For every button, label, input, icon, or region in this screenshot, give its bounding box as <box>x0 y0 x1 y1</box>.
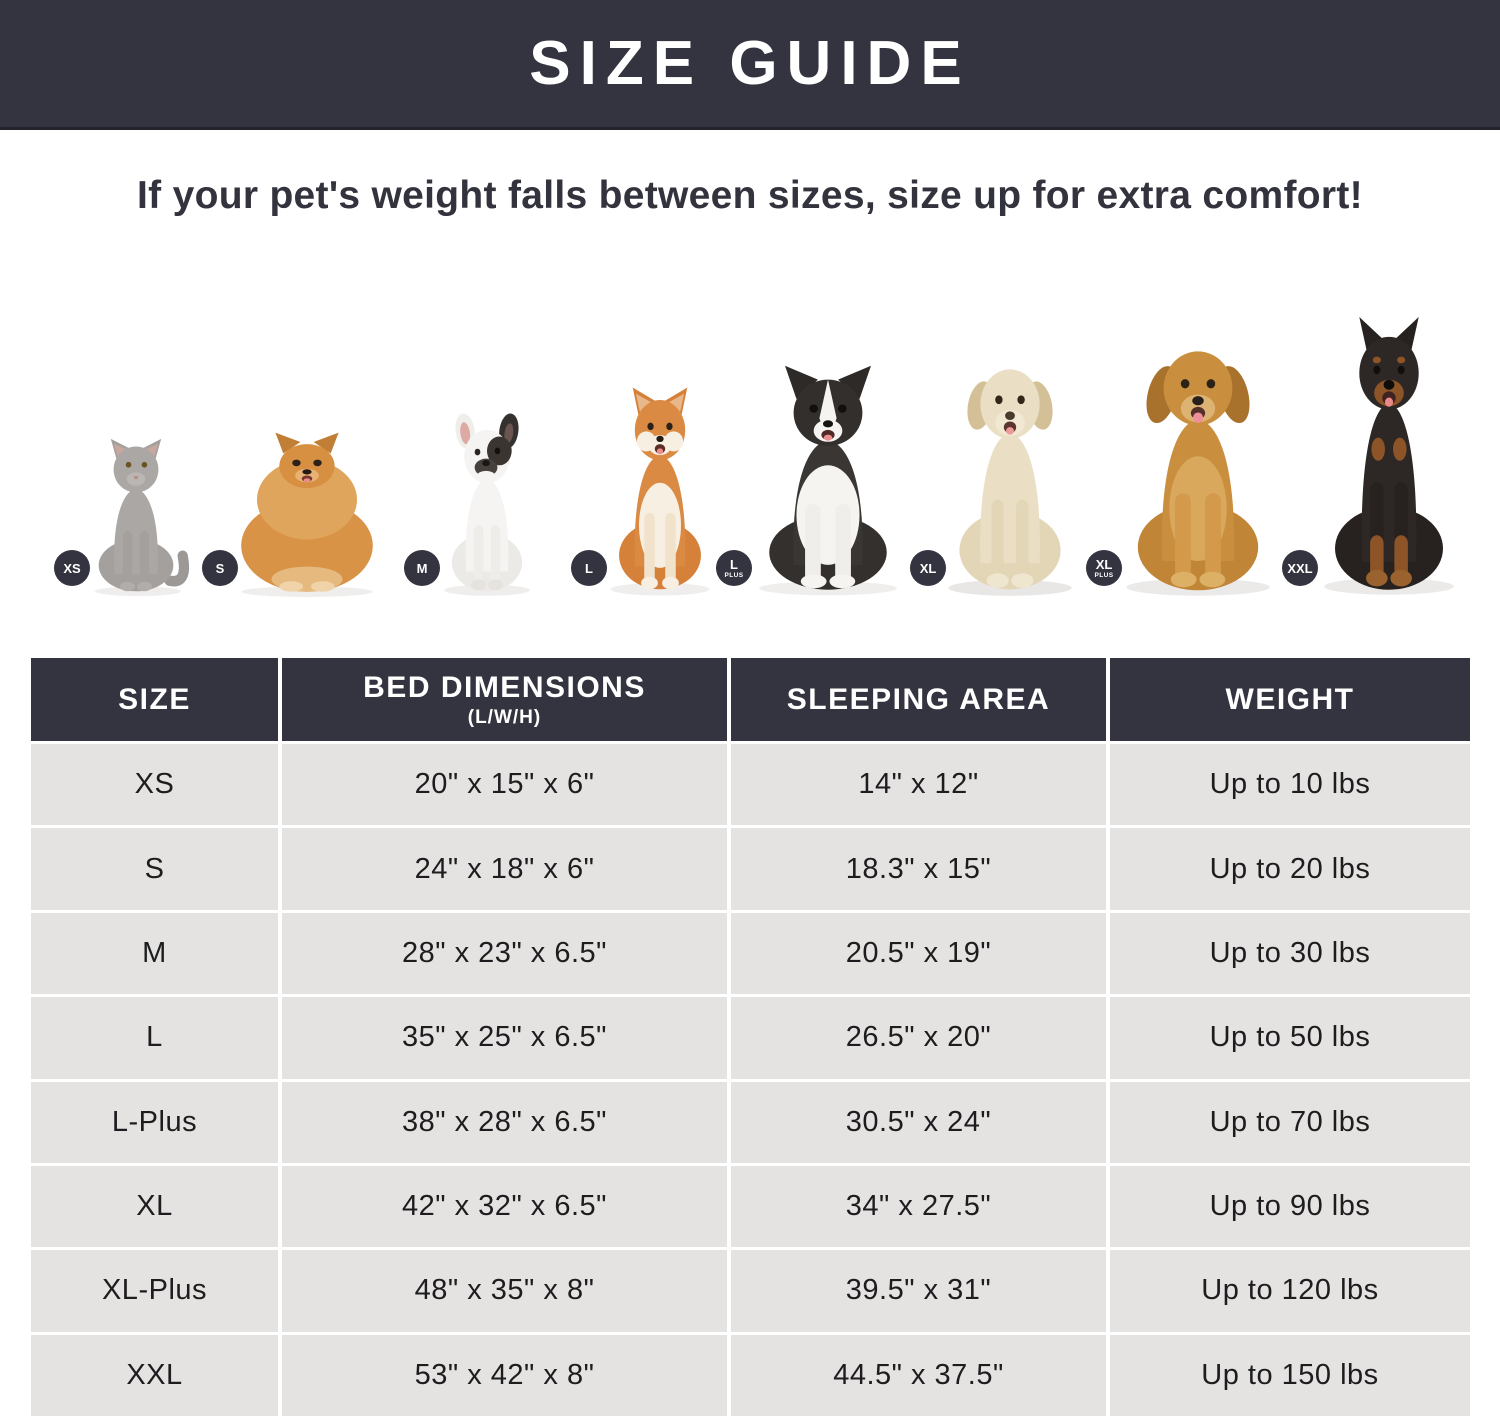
header-size-label: SIZE <box>118 682 191 716</box>
cell-bed: 35" x 25" x 6.5" <box>282 997 727 1078</box>
badge-sublabel: PLUS <box>724 571 744 579</box>
pet-pomeranian-s <box>215 420 386 598</box>
pet-doberman-xxl <box>1287 317 1470 598</box>
pet-border-collie-l-plus <box>724 363 914 598</box>
badge-label: XXL <box>1287 560 1313 576</box>
cell-bed: 24" x 18" x 6" <box>282 828 727 909</box>
cell-bed: 42" x 32" x 6.5" <box>282 1166 727 1247</box>
cell-sleeping: 20.5" x 19" <box>731 913 1106 994</box>
cell-weight: Up to 90 lbs <box>1110 1166 1470 1247</box>
cell-size: XL-Plus <box>31 1250 278 1331</box>
column-header-size <box>31 658 278 741</box>
size-badge-m <box>404 550 440 586</box>
cell-size: M <box>31 913 278 994</box>
pet-size-illustrations <box>0 232 1500 598</box>
badge-label: XL <box>1095 556 1113 572</box>
cell-weight: Up to 50 lbs <box>1110 997 1470 1078</box>
cat-illustration <box>80 435 192 598</box>
size-badge-l-plus <box>716 550 752 586</box>
cell-weight: Up to 20 lbs <box>1110 828 1470 909</box>
badge-label: L <box>585 560 593 576</box>
size-badge-xxl <box>1282 550 1318 586</box>
pet-labrador-xl <box>919 352 1084 598</box>
doberman-illustration <box>1308 317 1470 598</box>
header-bed-sublabel: (L/W/H) <box>467 706 542 728</box>
cell-bed: 48" x 35" x 8" <box>282 1250 727 1331</box>
cell-sleeping: 30.5" x 24" <box>731 1082 1106 1163</box>
badge-label: L <box>730 556 738 572</box>
size-table <box>31 658 1470 1416</box>
cell-weight: Up to 120 lbs <box>1110 1250 1470 1331</box>
cell-size: XS <box>31 744 278 825</box>
french-bulldog-illustration <box>430 410 544 598</box>
header-weight-label: WEIGHT <box>1225 682 1355 716</box>
cell-weight: Up to 150 lbs <box>1110 1335 1470 1416</box>
badge-label: M <box>416 560 428 576</box>
size-badge-xl-plus <box>1086 550 1122 586</box>
cell-size: L-Plus <box>31 1082 278 1163</box>
cell-bed: 20" x 15" x 6" <box>282 744 727 825</box>
cell-size: XL <box>31 1166 278 1247</box>
column-header-weight <box>1110 658 1470 741</box>
cell-size: S <box>31 828 278 909</box>
cell-weight: Up to 30 lbs <box>1110 913 1470 994</box>
golden-retriever-illustration <box>1112 336 1284 598</box>
cell-sleeping: 14" x 12" <box>731 744 1106 825</box>
header-sleeping-label: SLEEPING AREA <box>786 682 1051 716</box>
cell-sleeping: 34" x 27.5" <box>731 1166 1106 1247</box>
cell-size: L <box>31 997 278 1078</box>
header-bar <box>0 0 1500 130</box>
badge-sublabel: PLUS <box>1094 571 1114 579</box>
badge-label: XS <box>63 560 81 576</box>
cell-sleeping: 26.5" x 20" <box>731 997 1106 1078</box>
column-header-bed-dimensions <box>282 658 727 741</box>
shiba-inu-illustration <box>597 385 723 598</box>
labrador-illustration <box>936 352 1084 598</box>
border-collie-illustration <box>742 363 914 598</box>
cell-sleeping: 44.5" x 37.5" <box>731 1335 1106 1416</box>
header-bed-label: BED DIMENSIONS <box>363 670 646 704</box>
pet-shiba-inu-l <box>585 385 723 598</box>
pet-golden-retriever-xl-plus <box>1094 336 1284 598</box>
size-badge-xs <box>54 550 90 586</box>
cell-bed: 28" x 23" x 6.5" <box>282 913 727 994</box>
subtitle-text: If your pet's weight falls between sizes, size up for extra comfort! <box>137 174 1363 217</box>
size-badge-s <box>202 550 238 586</box>
size-badge-l <box>571 550 607 586</box>
cell-size: XXL <box>31 1335 278 1416</box>
pomeranian-illustration <box>228 420 386 598</box>
badge-label: S <box>215 560 225 576</box>
cell-sleeping: 18.3" x 15" <box>731 828 1106 909</box>
cell-bed: 38" x 28" x 6.5" <box>282 1082 727 1163</box>
page-title: SIZE GUIDE <box>529 29 971 98</box>
badge-label: XL <box>919 560 937 576</box>
cell-weight: Up to 10 lbs <box>1110 744 1470 825</box>
column-header-sleeping-area <box>731 658 1106 741</box>
cell-sleeping: 39.5" x 31" <box>731 1250 1106 1331</box>
pet-french-bulldog-m <box>416 410 544 598</box>
cell-bed: 53" x 42" x 8" <box>282 1335 727 1416</box>
pet-cat-xs <box>63 435 192 598</box>
size-badge-xl <box>910 550 946 586</box>
cell-weight: Up to 70 lbs <box>1110 1082 1470 1163</box>
